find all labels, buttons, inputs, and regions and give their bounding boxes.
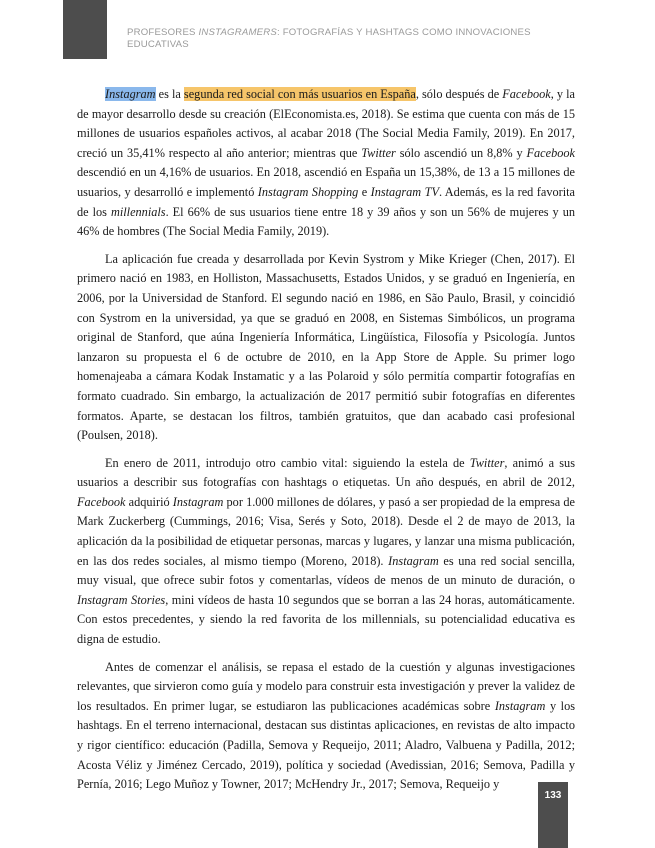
text-run: Antes de comenzar el análisis, se repasa el estado de la cuestión y algunas investigaciones relevantes, que sirvieron como guía y modelo para construir esta investigación y prever la validez de los resultados. En primer lugar, se estudiaron las publicaciones académicas sobre — [77, 659, 575, 713]
text-run: , mini vídeos de hasta 10 segundos que se borran a las 24 horas, automáticamente. Con estos precedentes, y siendo la red favorita de los millennials, su potencialidad educativa es digna de estudio. — [77, 592, 576, 647]
text-run: y los hashtags. En el terreno internacional, destacan sus distintas aplicaciones, en revistas de alto impacto y rigor científico: educación (Padilla, Semova y Requeijo, 2011; Aladro, Valbuena y Padilla, 2012; Acosta Véliz y Jiménez Cercado, 2019), política y sociedad (Avedissian, 2016; Semova, Padilla y Pernía, 2016; Lego Muñoz y Towner, 2017; McHendry Jr., 2017; Semova, Requeijo y — [77, 698, 576, 792]
text-run: Facebook — [502, 87, 551, 101]
text-run: , y la de mayor desarrollo desde su creación (ElEconomista.es, 2018). Se estima que cuenta con más de 15 millones de usuarios españoles activos, al acabar 2018 (The Social Media Family, 2019). En 2017, creció un 35,41% respecto al año anterior; mientras que — [77, 87, 576, 160]
paragraph — [77, 85, 575, 242]
highlighted-text: Instagram — [105, 87, 156, 101]
highlighted-text: segunda red social con más usuarios en España — [183, 87, 416, 101]
paragraph — [77, 250, 575, 446]
text-run: Instagram Stories — [77, 592, 166, 607]
text-run: es la — [155, 87, 184, 101]
text-run: Instagram — [172, 494, 224, 509]
header-rest: : FOTOGRAFÍAS Y HASHTAGS COMO INNOVACIONES EDUCATIVAS — [127, 27, 531, 50]
text-run: e — [358, 184, 371, 199]
running-header — [127, 27, 567, 51]
header-italic: INSTAGRAMERS — [198, 27, 277, 38]
text-run: , animó a sus usuarios a describir sus fotografías con hashtags o etiquetas. Un año después, en abril de 2012, — [77, 455, 575, 490]
paragraph — [77, 454, 575, 650]
text-run: descendió en un 4,16% de usuarios. En 2018, ascendió en España un 15,38%, de 13 a 15 millones de usuarios, y desarrolló e implementó — [77, 165, 575, 199]
paragraph — [77, 658, 575, 795]
text-run: . El 66% de sus usuarios tiene entre 18 y 39 años y son un 56% de mujeres y un 46% de hombres (The Social Media Family, 2019). — [77, 204, 575, 239]
body-text — [77, 85, 575, 803]
header-corner-bar — [63, 0, 107, 59]
text-run: Instagram — [388, 553, 439, 568]
text-run: Twitter — [361, 145, 396, 160]
text-run: por 1.000 millones de dólares, y pasó a ser propiedad de la empresa de Mark Zuckerberg (Cummings, 2016; Visa, Serés y Soto, 2018). Desde el 2 de mayo de 2013, la aplicación da la posibilidad de etiquetar personas, marcas y lugares, y lanzar una misma publicación, en las dos redes sociales, al mismo tiempo (Moreno, 2018). — [77, 494, 575, 568]
text-run: . Además, es la red favorita de los — [77, 184, 576, 219]
text-run: En enero de 2011, introdujo otro cambio vital: siguiendo la estela de — [105, 455, 470, 470]
text-run: adquirió — [125, 494, 173, 509]
text-run: La aplicación fue creada y desarrollada por Kevin Systrom y Mike Krieger (Chen, 2017). El primero nació en 1983, en Holliston, Massachusetts, Estados Unidos, y se graduó en Ingeniería, en 2006, por la Universidad de Stanford. El segundo nació en 1986, en São Paulo, Brasil, y coincidió con Systrom en la universidad, ya que se graduó en 2008, en Sistemas Simbólicos, un programa original de Stanford, que aúna Ingeniería Informática, Lingüística, Filosofía y Psicología. Juntos lanzaron su propuesta el 6 de octubre de 2010, en la App Store de Apple. Su primer logo homenajeaba a cámara Kodak Instamatic y a las Polaroid y sólo permitía compartir fotografías en formato cuadrado. Sin embargo, la actualización de 2017 permitió subir fotografías en diferentes formatos. Aparte, se destacan los filtros, también gratuitos, que dan acabado casi profesional (Poulsen, 2018). — [77, 251, 575, 443]
text-run: sólo ascendió un 8,8% y — [395, 145, 527, 160]
text-run: , sólo después de — [415, 87, 503, 101]
header-prefix: PROFESORES — [127, 27, 199, 38]
text-run: Instagram Shopping — [257, 184, 359, 199]
text-run: Facebook — [526, 145, 575, 160]
page-number: 133 — [544, 790, 562, 801]
text-run: millennials — [110, 204, 166, 219]
text-run: Twitter — [469, 455, 505, 470]
text-run: Facebook — [77, 494, 126, 509]
text-run: es una red social sencilla, muy visual, que ofrece subir fotos y comentarlas, vídeos de menos de un minuto de duración, o — [77, 553, 575, 588]
text-run: Instagram TV — [370, 184, 439, 199]
text-run: Instagram — [494, 698, 546, 713]
